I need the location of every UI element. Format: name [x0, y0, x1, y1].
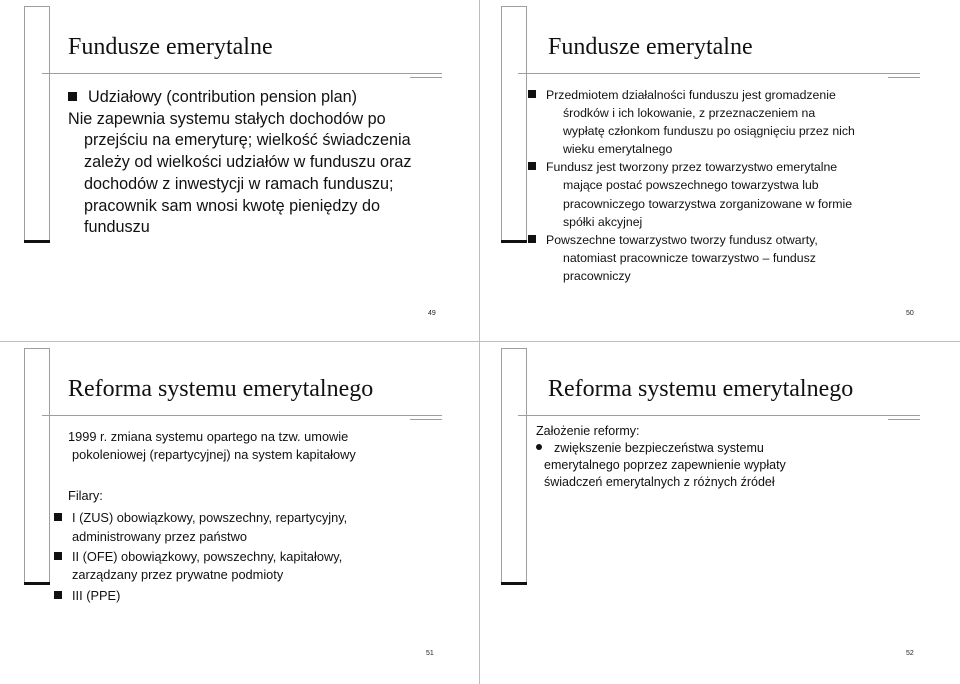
slide-decoration-dash	[24, 582, 50, 585]
page-number: 49	[428, 310, 436, 317]
slide-decoration-dash	[24, 240, 50, 243]
square-bullet-icon	[68, 92, 77, 101]
bullet-text: I (ZUS) obowiązkowy, powszechny, repartycyjny,	[72, 510, 348, 526]
square-bullet-icon	[528, 162, 536, 170]
body-line: dochodów z inwestycji w ramach funduszu;	[84, 174, 394, 193]
slide-body	[528, 86, 855, 285]
body-line: Założenie reformy:	[536, 424, 640, 438]
body-line: wieku emerytalnego	[563, 142, 673, 157]
body-line: pracowniczy	[563, 268, 631, 283]
slide-51	[0, 342, 480, 684]
slide-decoration-bar	[501, 348, 527, 585]
bullet-text: Powszechne towarzystwo tworzy fundusz otwarty,	[546, 232, 818, 247]
body-line: zarządzany przez prywatne podmioty	[72, 567, 284, 583]
slide-body	[536, 423, 786, 491]
bullet-text: II (OFE) obowiązkowy, powszechny, kapitałowy,	[72, 549, 343, 565]
body-line: pracowniczego towarzystwa zorganizowane w formie	[563, 196, 853, 211]
body-line: wypłatę członkom funduszu po osiągnięciu przez nich	[563, 124, 855, 139]
bullet-item	[54, 509, 356, 527]
square-bullet-icon	[54, 513, 62, 521]
body-line: przejściu na emeryturę; wielkość świadczenia	[84, 131, 411, 150]
slide-decoration-bar	[501, 6, 527, 243]
slide-49	[0, 0, 480, 342]
body-line: mające postać powszechnego towarzystwa lub	[563, 178, 819, 193]
body-line: funduszu	[84, 218, 150, 237]
bullet-item	[54, 548, 356, 566]
round-bullet-icon	[536, 444, 542, 450]
body-line: pokoleniowej (repartycyjnej) na system kapitałowy	[72, 447, 356, 463]
body-line: 1999 r. zmiana systemu opartego na tzw. umowie	[68, 429, 349, 444]
square-bullet-icon	[528, 90, 536, 98]
body-line: Filary:	[68, 487, 103, 503]
square-bullet-icon	[54, 591, 62, 599]
body-line: świadczeń emerytalnych z różnych źródeł	[544, 475, 775, 489]
bullet-item	[68, 87, 412, 109]
slide-title: Fundusze emerytalne	[548, 34, 753, 60]
body-line: emerytalnego poprzez zapewnienie wypłaty	[544, 458, 786, 472]
slide-body	[68, 428, 356, 605]
title-underline	[518, 73, 920, 74]
title-underline-accent	[888, 419, 920, 420]
body-line: środków i ich lokowanie, z przeznaczeniem na	[563, 106, 816, 121]
slide-body	[68, 87, 412, 239]
page-number: 52	[906, 650, 914, 657]
title-underline	[518, 415, 920, 416]
body-line: spółki akcyjnej	[563, 214, 643, 229]
body-line: natomiast pracownicze towarzystwo – fundusz	[563, 250, 816, 265]
slide-decoration-dash	[501, 240, 527, 243]
slide-decoration-bar	[24, 348, 50, 585]
body-line: zależy od wielkości udziałów w funduszu oraz	[84, 153, 412, 172]
title-underline-accent	[888, 77, 920, 78]
slide-title: Reforma systemu emerytalnego	[68, 376, 374, 402]
bullet-text: Przedmiotem działalności funduszu jest gromadzenie	[546, 88, 836, 102]
square-bullet-icon	[528, 235, 536, 243]
bullet-text: zwiększenie bezpieczeństwa systemu	[554, 441, 764, 455]
bullet-item	[528, 158, 855, 176]
slide-title: Fundusze emerytalne	[68, 34, 273, 60]
body-line: pracownik sam wnosi kwotę pieniędzy do	[84, 196, 381, 215]
bullet-text: III (PPE)	[72, 587, 121, 603]
title-underline-accent	[410, 419, 442, 420]
square-bullet-icon	[54, 552, 62, 560]
slide-50	[480, 0, 960, 342]
page-number: 51	[426, 650, 434, 657]
slide-decoration-bar	[24, 6, 50, 243]
bullet-item	[536, 440, 786, 457]
body-line: administrowany przez państwo	[72, 528, 247, 544]
title-underline-accent	[410, 77, 442, 78]
bullet-item	[528, 231, 855, 249]
page-number: 50	[906, 310, 914, 317]
title-underline	[42, 415, 442, 416]
bullet-text: Fundusz jest tworzony przez towarzystwo emerytalne	[546, 160, 838, 175]
body-line: Nie zapewnia systemu stałych dochodów po	[68, 109, 386, 128]
title-underline	[42, 73, 442, 74]
bullet-text: Udziałowy (contribution pension plan)	[88, 88, 358, 106]
bullet-item	[54, 587, 356, 605]
slide-title: Reforma systemu emerytalnego	[548, 376, 854, 402]
slide-decoration-dash	[501, 582, 527, 585]
slide-52	[480, 342, 960, 684]
bullet-item	[528, 86, 855, 104]
